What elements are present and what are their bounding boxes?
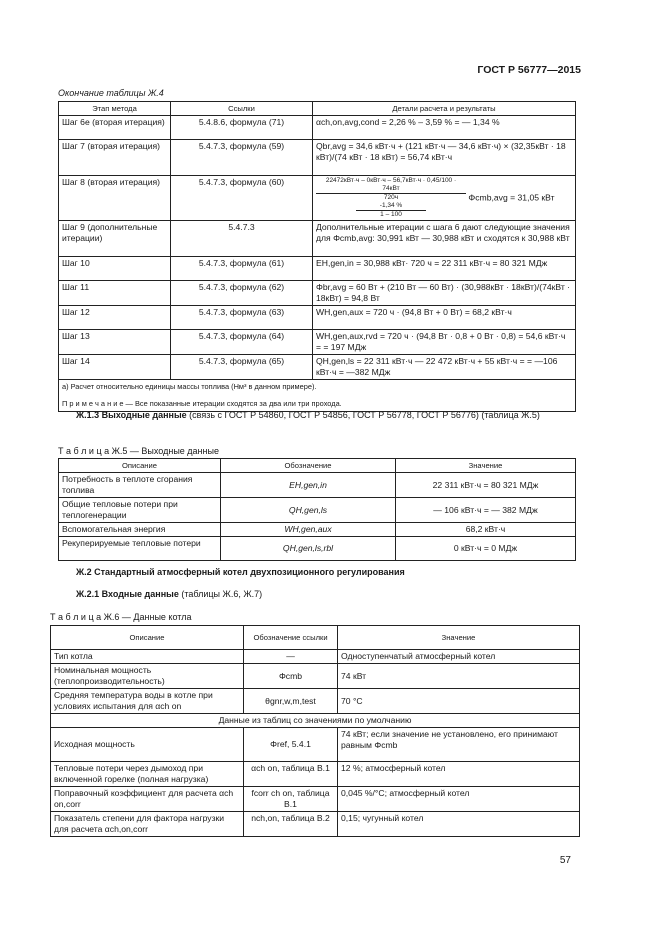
table-row	[59, 523, 576, 537]
ref-cell: 5.4.7.3, формула (62)	[171, 281, 313, 306]
symbol-cell: WH,gen,aux	[221, 523, 396, 537]
column-header: Описание	[59, 459, 221, 473]
table-row	[59, 140, 576, 176]
value-cell: 12 %; атмосферный котел	[338, 762, 580, 787]
formula-fraction: 22472кВт·ч – 0кВт·ч – 56,7кВт·ч · 0,45/100 · 74кВт 720ч -1,34 % 1 – 100	[316, 177, 466, 219]
table-row	[59, 116, 576, 140]
section-j13: Ж.1.3 Выходные данные (связь с ГОСТ Р 54860, ГОСТ Р 54856, ГОСТ Р 56778, ГОСТ Р 56776) (таблица Ж.5)	[76, 410, 540, 420]
step-cell: Шаг 14	[59, 355, 171, 380]
desc-cell: Тепловые потери через дымоход при включенной горелке (полная нагрузка)	[51, 762, 244, 787]
ref-cell: 5.4.7.3, формула (63)	[171, 306, 313, 330]
step-cell: Шаг 9 (дополнительные итерации)	[59, 221, 171, 257]
symbol-cell: Φcmb	[244, 664, 338, 689]
table-note: П р и м е ч а н и е — Все показанные итерации сходятся за два или три прохода.	[62, 399, 342, 408]
table-j6	[50, 625, 580, 837]
desc-cell: Средняя температура воды в котле при условиях испытания для αch on	[51, 689, 244, 714]
step-cell: Шаг 7 (вторая итерация)	[59, 140, 171, 176]
table-row	[59, 221, 576, 257]
desc-cell: Вспомогательная энергия	[59, 523, 221, 537]
table-row	[51, 787, 580, 812]
detail-cell: EH,gen,in = 30,988 кВт· 720 ч = 22 311 кВт·ч = 80 321 МДж	[313, 257, 576, 281]
symbol-cell: QH,gen,ls	[221, 498, 396, 523]
table-row	[51, 689, 580, 714]
column-header: Обозначение ссылки	[244, 626, 338, 650]
table-row	[59, 498, 576, 523]
detail-cell: Φbr,avg = 60 Вт + (210 Вт — 60 Вт) · (30,988кВт · 18кВт)/(74кВт · 18кВт) = 94,8 Вт	[313, 281, 576, 306]
table-row	[59, 355, 576, 380]
symbol-cell: —	[244, 650, 338, 664]
detail-cell	[313, 176, 576, 221]
column-header: Значение	[396, 459, 576, 473]
column-header: Детали расчета и результаты	[313, 102, 576, 116]
ref-cell: 5.4.7.3, формула (59)	[171, 140, 313, 176]
value-cell: — 106 кВт·ч = — 382 МДж	[396, 498, 576, 523]
table-row	[59, 176, 576, 221]
table-j5	[58, 458, 576, 561]
formula-result: Φcmb,avg = 31,05 кВт	[468, 192, 555, 203]
symbol-cell: Φref, 5.4.1	[244, 728, 338, 762]
symbol-cell: fcorr ch on, таблица В.1	[244, 787, 338, 812]
table-row	[59, 330, 576, 355]
ref-cell: 5.4.7.3, формула (60)	[171, 176, 313, 221]
column-header: Этап метода	[59, 102, 171, 116]
table-row	[51, 650, 580, 664]
value-cell: Одноступенчатый атмосферный котел	[338, 650, 580, 664]
ref-cell: 5.4.7.3	[171, 221, 313, 257]
table-j5-caption: Т а б л и ц а Ж.5 — Выходные данные	[58, 446, 219, 456]
symbol-cell: nch,on, таблица В.2	[244, 812, 338, 837]
detail-cell: WH,gen,aux = 720 ч · (94,8 Вт + 0 Вт) = 68,2 кВт·ч	[313, 306, 576, 330]
desc-cell: Показатель степени для фактора нагрузки для расчета αch,on,corr	[51, 812, 244, 837]
table-j4	[58, 101, 576, 412]
page-number: 57	[559, 855, 571, 866]
ref-cell: 5.4.7.3, формула (64)	[171, 330, 313, 355]
symbol-cell: αch on, таблица В.1	[244, 762, 338, 787]
column-header: Ссылки	[171, 102, 313, 116]
step-cell: Шаг 8 (вторая итерация)	[59, 176, 171, 221]
desc-cell: Потребность в теплоте сгорания топлива	[59, 473, 221, 498]
value-cell: 0,15; чугунный котел	[338, 812, 580, 837]
section-j2: Ж.2 Стандартный атмосферный котел двухпозиционного регулирования	[76, 567, 405, 577]
section-j21: Ж.2.1 Входные данные (таблицы Ж.6, Ж.7)	[76, 589, 263, 599]
step-cell: Шаг 13	[59, 330, 171, 355]
value-cell: 74 кВт	[338, 664, 580, 689]
desc-cell: Рекуперируемые тепловые потери	[59, 537, 221, 561]
desc-cell: Тип котла	[51, 650, 244, 664]
detail-cell: QH,gen,ls = 22 311 кВт·ч — 22 472 кВт·ч + 55 кВт·ч = = —106 кВт·ч = —382 МДж	[313, 355, 576, 380]
value-cell: 74 кВт; если значение не установлено, его принимают равным Φcmb	[338, 728, 580, 762]
table-row	[51, 728, 580, 762]
step-cell: Шаг 10	[59, 257, 171, 281]
step-cell: Шаг 11	[59, 281, 171, 306]
column-header: Значение	[338, 626, 580, 650]
table-section-row: Данные из таблиц со значениями по умолчанию	[51, 714, 580, 728]
table-row	[59, 306, 576, 330]
ref-cell: 5.4.8.6, формула (71)	[171, 116, 313, 140]
table-row	[51, 762, 580, 787]
detail-cell: Qbr,avg = 34,6 кВт·ч + (121 кВт·ч — 34,6 кВт·ч) × (32,35кВт · 18 кВт)/(74 кВт · 18 кВт) = 56,74 кВт·ч	[313, 140, 576, 176]
detail-cell: WH,gen,aux,rvd = 720 ч · (94,8 Вт · 0,8 + 0 Вт · 0,8) = 54,6 кВт·ч = = 197 МДж	[313, 330, 576, 355]
desc-cell: Номинальная мощность (теплопроизводительность)	[51, 664, 244, 689]
document-header: ГОСТ Р 56777—2015	[477, 64, 581, 76]
ref-cell: 5.4.7.3, формула (65)	[171, 355, 313, 380]
value-cell: 0,045 %/°С; атмосферный котел	[338, 787, 580, 812]
value-cell: 0 кВт·ч = 0 МДж	[396, 537, 576, 561]
table-j4-caption: Окончание таблицы Ж.4	[58, 88, 164, 98]
desc-cell: Поправочный коэффициент для расчета αch on,corr	[51, 787, 244, 812]
symbol-cell: θgnr,w,m,test	[244, 689, 338, 714]
table-notes	[59, 380, 576, 412]
value-cell: 70 °С	[338, 689, 580, 714]
table-row	[51, 812, 580, 837]
desc-cell: Исходная мощность	[51, 728, 244, 762]
column-header: Обозначение	[221, 459, 396, 473]
table-row	[51, 664, 580, 689]
symbol-cell: QH,gen,ls,rbl	[221, 537, 396, 561]
table-row	[59, 257, 576, 281]
footnote: а) Расчет относительно единицы массы топлива (Нм³ в данном примере).	[62, 382, 317, 391]
table-j6-caption: Т а б л и ц а Ж.6 — Данные котла	[50, 612, 192, 622]
value-cell: 68,2 кВт·ч	[396, 523, 576, 537]
ref-cell: 5.4.7.3, формула (61)	[171, 257, 313, 281]
step-cell: Шаг 12	[59, 306, 171, 330]
detail-cell: Дополнительные итерации с шага 6 дают следующие значения для Φcmb,avg: 30,991 кВт — 30,988 кВт и сходятся к 30,988 кВт	[313, 221, 576, 257]
column-header: Описание	[51, 626, 244, 650]
desc-cell: Общие тепловые потери при теплогенерации	[59, 498, 221, 523]
table-row	[59, 537, 576, 561]
value-cell: 22 311 кВт·ч = 80 321 МДж	[396, 473, 576, 498]
symbol-cell: EH,gen,in	[221, 473, 396, 498]
step-cell: Шаг 6е (вторая итерация)	[59, 116, 171, 140]
table-row	[59, 281, 576, 306]
detail-cell: αch,on,avg,cond = 2,26 % – 3,59 % = — 1,34 %	[313, 116, 576, 140]
table-row	[59, 473, 576, 498]
